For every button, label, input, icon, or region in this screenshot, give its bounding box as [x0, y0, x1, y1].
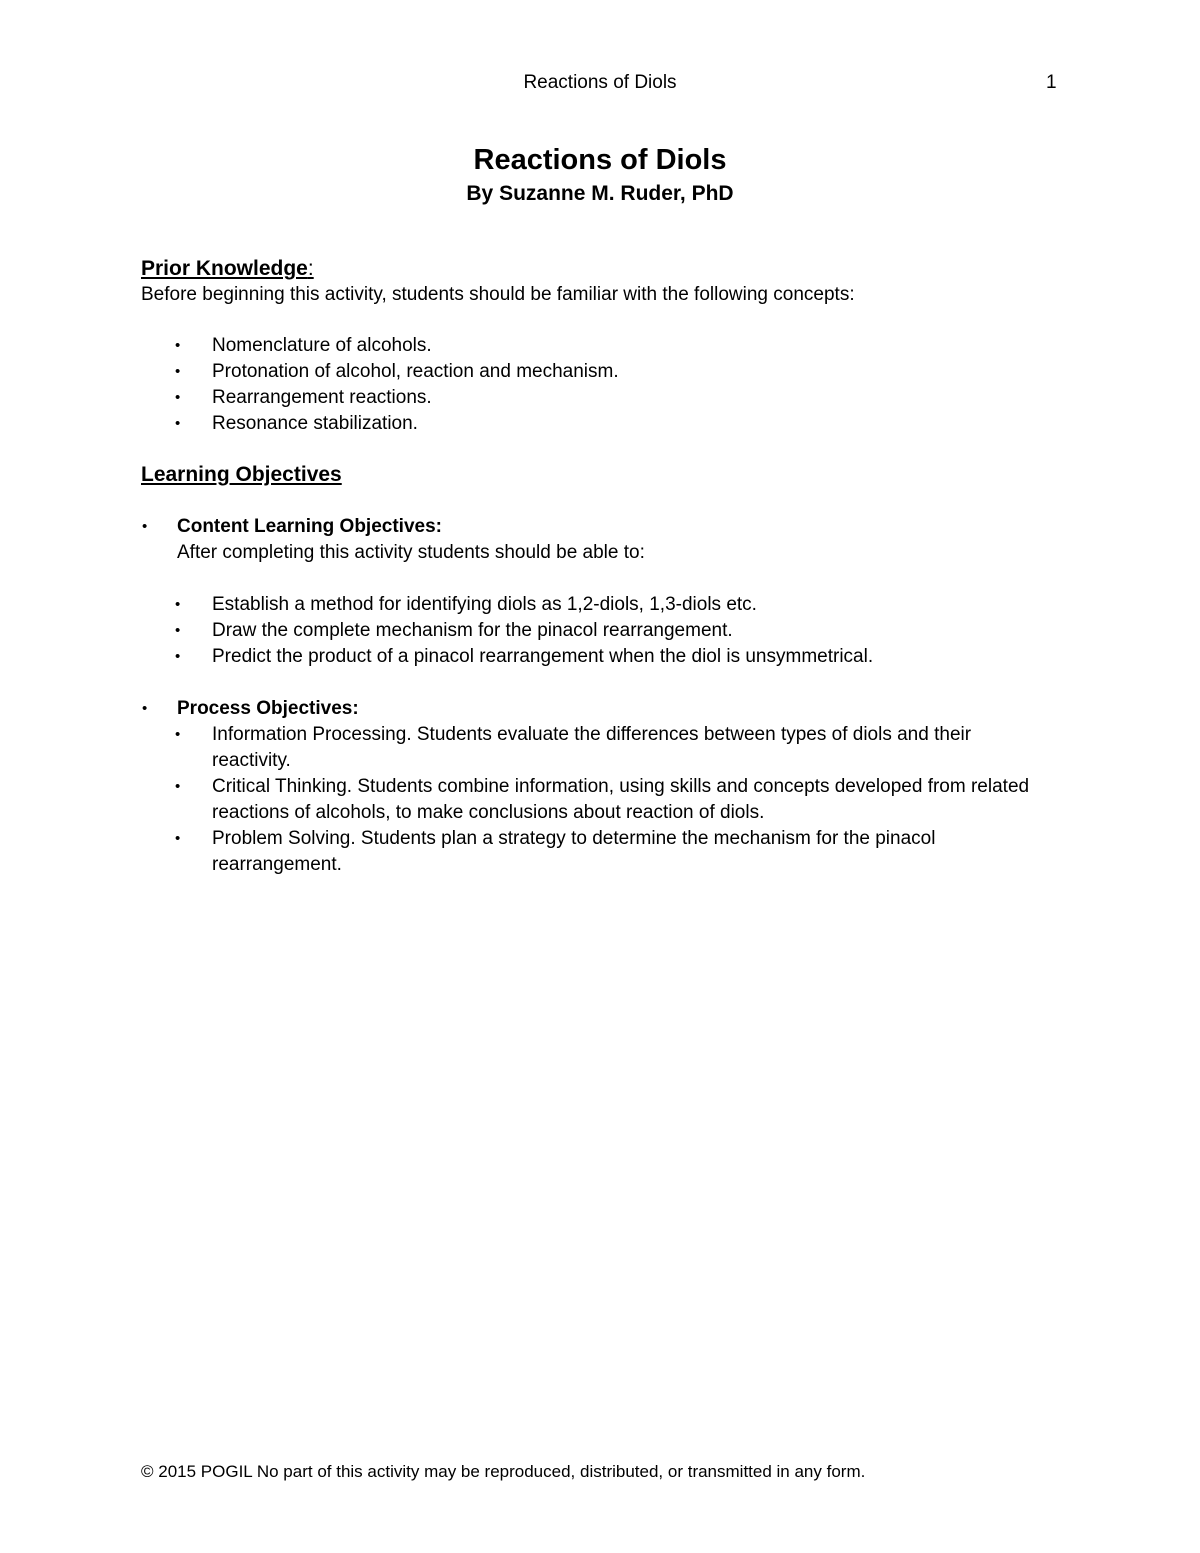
list-item-text: Establish a method for identifying diols as 1,2-diols, 1,3-diols etc.: [212, 594, 757, 615]
bullet-icon: •: [175, 596, 181, 613]
prior-knowledge-colon: :: [307, 257, 314, 280]
content-objectives-label: Content Learning Objectives:: [177, 516, 442, 537]
learning-objectives-heading: Learning Objectives: [141, 463, 342, 486]
process-objectives-item: [142, 696, 1067, 878]
list-item: [175, 644, 1067, 670]
objectives-list: [142, 514, 1067, 878]
prior-knowledge-heading: [141, 257, 314, 281]
list-item: [175, 722, 1052, 774]
prior-knowledge-list: [175, 333, 1072, 437]
list-item-text: Information Processing. Students evaluate the differences between types of diols and their reactivity.: [212, 724, 972, 771]
list-item-text: Rearrangement reactions.: [212, 387, 432, 408]
list-item-text: Problem Solving. Students plan a strategy to determine the mechanism for the pinacol rearrangement.: [212, 828, 936, 875]
bullet-icon: •: [175, 415, 181, 432]
list-item-text: Predict the product of a pinacol rearrangement when the diol is unsymmetrical.: [212, 646, 874, 667]
bullet-icon: •: [175, 389, 181, 406]
page-number: 1: [1046, 72, 1057, 93]
document-title: Reactions of Diols: [473, 144, 727, 176]
prior-knowledge-intro: Before beginning this activity, students should be familiar with the following concepts:: [141, 284, 855, 305]
bullet-icon: •: [175, 363, 181, 380]
list-item-text: Draw the complete mechanism for the pinacol rearrangement.: [212, 620, 733, 641]
bullet-icon: •: [142, 518, 148, 535]
list-item: [175, 333, 1072, 359]
list-item: [175, 618, 1067, 644]
content-objectives-list: [175, 592, 1067, 670]
list-item: [175, 826, 1052, 878]
content-objectives-item: [142, 514, 1067, 670]
list-item: [175, 359, 1072, 385]
process-objectives-list: [175, 722, 1052, 878]
prior-knowledge-heading-text: Prior Knowledge: [141, 257, 308, 280]
list-item: [175, 774, 1052, 826]
document-byline: By Suzanne M. Ruder, PhD: [466, 182, 734, 205]
bullet-icon: •: [175, 648, 181, 665]
content-objectives-intro: After completing this activity students should be able to:: [177, 542, 645, 563]
list-item-text: Resonance stabilization.: [212, 413, 418, 434]
process-objectives-label: Process Objectives:: [177, 698, 359, 719]
list-item-text: Nomenclature of alcohols.: [212, 335, 432, 356]
list-item-text: Critical Thinking. Students combine information, using skills and concepts developed from related reactions of alcohols, to make conclusions about reaction of diols.: [212, 776, 1030, 823]
list-item-text: Protonation of alcohol, reaction and mechanism.: [212, 361, 619, 382]
list-item: [175, 592, 1067, 618]
copyright-footer: © 2015 POGIL No part of this activity may be reproduced, distributed, or transmitted in any form.: [141, 1462, 866, 1481]
running-header-title: Reactions of Diols: [523, 72, 677, 93]
list-item: [175, 385, 1072, 411]
bullet-icon: •: [175, 622, 181, 639]
list-item: [175, 411, 1072, 437]
bullet-icon: •: [175, 337, 181, 354]
bullet-icon: •: [142, 700, 148, 717]
bullet-icon: •: [175, 726, 181, 743]
bullet-icon: •: [175, 778, 181, 795]
bullet-icon: •: [175, 830, 181, 847]
